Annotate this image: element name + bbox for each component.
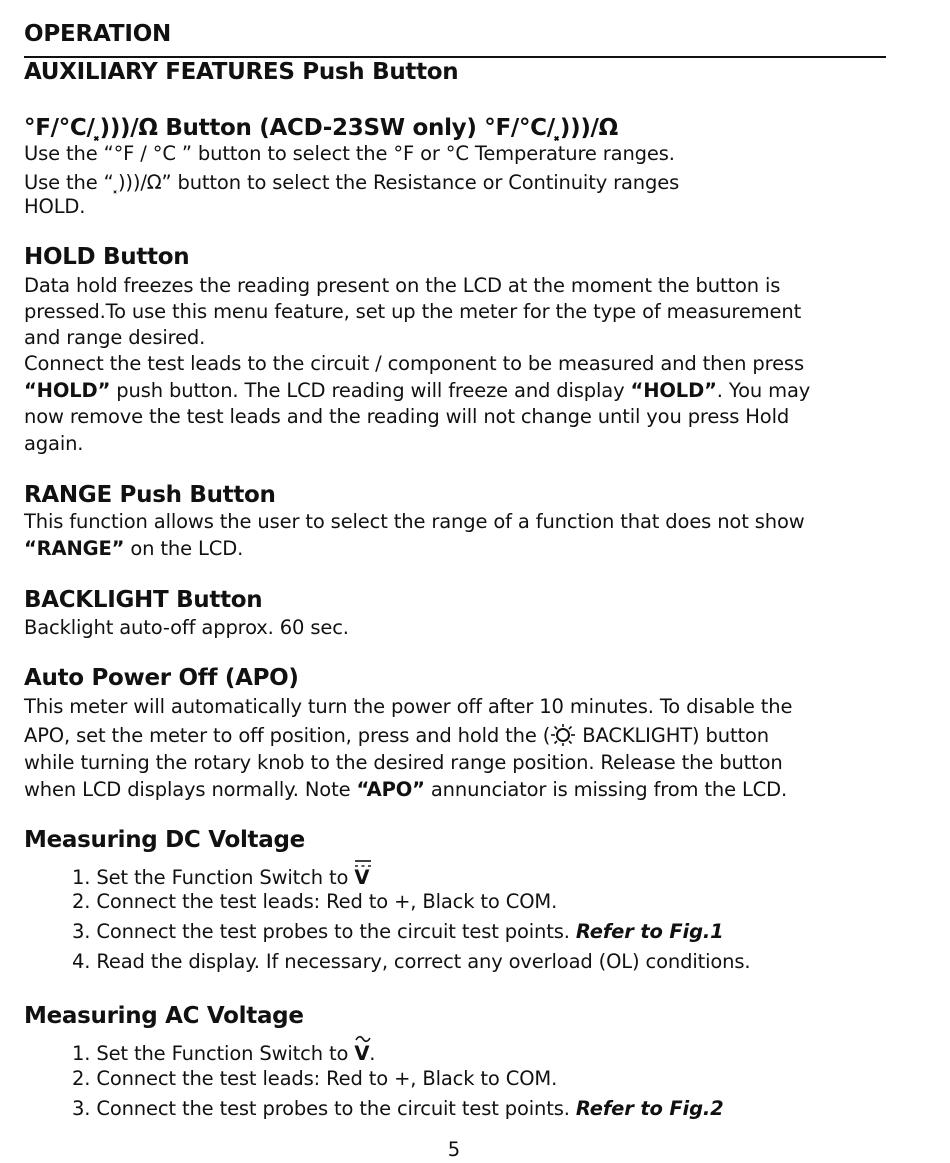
hold-quote-1: “HOLD” [24,379,111,402]
hold-quote-2: “HOLD” [630,379,717,402]
dc-figure-ref: Refer to Fig.1 [575,920,724,943]
dc-heading: Measuring DC Voltage [24,827,305,853]
hold-line5-mid: push button. The LCD reading will freeze and display [110,379,631,402]
dc-step4: 4. Read the display. If necessary, correct any overload (OL) conditions. [72,950,751,973]
dc-step1-text: 1. Set the Function Switch to [72,866,355,889]
backlight-line1: Backlight auto-off approx. 60 sec. [24,616,349,639]
apo-line4-start: when LCD displays normally. Note [24,778,357,801]
temp-button-heading: °F/°C/⸼)))/Ω Button (ACD-23SW only) °F/°C/⸼)))/Ω [24,115,618,141]
range-heading: RANGE Push Button [24,482,276,508]
ac-step1-end: . [369,1042,376,1065]
dc-step3-text: 3. Connect the test probes to the circuit test points. [72,920,576,943]
sun-icon [550,724,576,746]
hold-line5-end: . You may [716,379,811,402]
hold-line7: again. [24,432,84,455]
hold-heading: HOLD Button [24,244,190,270]
range-line1: This function allows the user to select the range of a function that does not show [24,510,805,533]
ac-step3-text: 3. Connect the test probes to the circuit test points. [72,1097,576,1120]
temp-button-line1: Use the “°F / °C ” button to select the °F or °C Temperature ranges. [24,142,675,165]
ac-step2: 2. Connect the test leads: Red to +, Black to COM. [72,1067,558,1090]
section-title: OPERATION [24,21,172,47]
apo-line2-end: BACKLIGHT) button [576,724,769,747]
hold-line3: and range desired. [24,326,206,349]
ac-step1-text: 1. Set the Function Switch to [72,1042,355,1065]
temp-button-line3: HOLD. [24,195,86,218]
range-line2-end: on the LCD. [124,537,244,560]
backlight-heading: BACKLIGHT Button [24,587,263,613]
range-line2 [24,537,243,560]
temp-button-line2: Use the “⸼)))/Ω” button to select the Resistance or Continuity ranges [24,171,680,194]
apo-line1: This meter will automatically turn the power off after 10 minutes. To disable the [24,695,793,718]
apo-quote: “APO” [356,778,425,801]
hold-line5 [24,379,810,402]
apo-line2-start: APO, set the meter to off position, press and hold the ( [24,724,551,747]
ac-voltage-icon: V [354,1036,369,1065]
dc-step2: 2. Connect the test leads: Red to +, Black to COM. [72,890,558,913]
apo-line2 [24,724,769,747]
hold-line2: pressed.To use this menu feature, set up the meter for the type of measurement [24,300,802,323]
dc-step1 [72,860,369,889]
page-number: 5 [447,1138,461,1161]
ac-step3 [72,1097,724,1120]
hold-line1: Data hold freezes the reading present on the LCD at the moment the button is [24,274,781,297]
apo-line3: while turning the rotary knob to the desired range position. Release the button [24,751,783,774]
ac-step1 [72,1036,375,1065]
apo-heading: Auto Power Off (APO) [24,665,299,691]
title-rule [24,56,886,58]
apo-line4 [24,778,787,801]
dc-step3 [72,920,724,943]
hold-line4: Connect the test leads to the circuit / component to be measured and then press [24,352,804,375]
apo-line4-end: annunciator is missing from the LCD. [424,778,788,801]
ac-figure-ref: Refer to Fig.2 [575,1097,724,1120]
range-quote: “RANGE” [24,537,125,560]
dc-voltage-icon: V [354,866,370,889]
section-subtitle: AUXILIARY FEATURES Push Button [24,59,459,85]
hold-line6: now remove the test leads and the reading will not change until you press Hold [24,405,790,428]
ac-heading: Measuring AC Voltage [24,1003,304,1029]
